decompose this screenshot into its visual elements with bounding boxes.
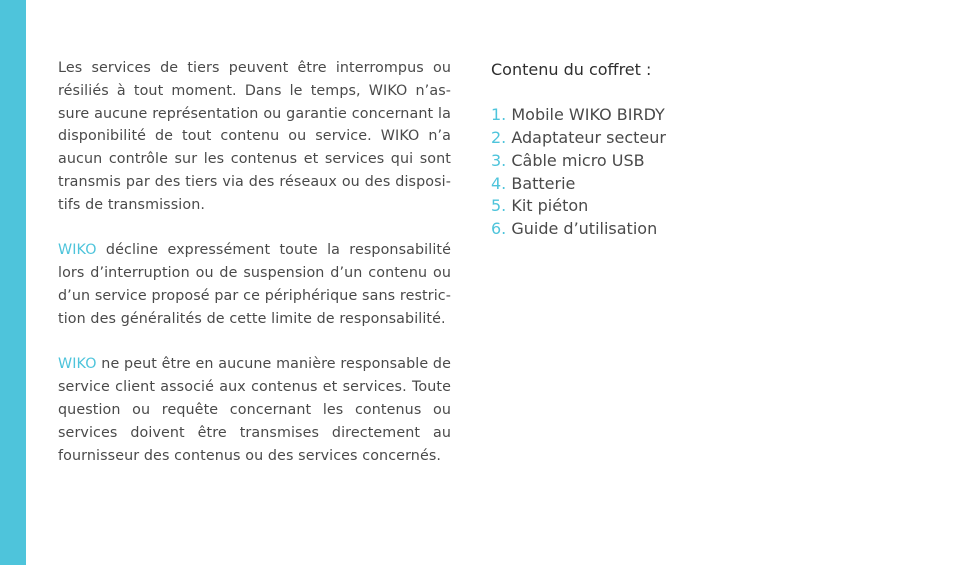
box-contents-heading: Contenu du coffret : xyxy=(491,60,652,79)
list-item xyxy=(491,104,791,127)
item-label: Guide d’utilisation xyxy=(506,218,658,238)
paragraph-customer-service xyxy=(58,353,451,467)
list-item xyxy=(491,195,791,218)
item-label: Mobile WIKO BIRDY xyxy=(506,105,665,125)
item-number: 5. xyxy=(491,196,507,216)
item-number: 4. xyxy=(491,173,507,193)
brand-name: WIKO xyxy=(58,356,97,373)
list-item xyxy=(491,218,791,241)
paragraph-third-party-services: Les services de tiers peuvent être interrompus ou résiliés à tout moment. Dans le temps, WIKO n’as-sure aucune représentation ou garantie concernant la disponibilité de tout contenu ou service. WIKO n’a aucun contrôle sur les contenus et services qui sont transmis par des tiers via des réseaux ou des disposi-tifs de transmission. xyxy=(58,60,451,213)
item-number: 3. xyxy=(491,150,507,170)
brand-name: WIKO xyxy=(58,242,97,259)
paragraph-liability-text: décline expressément toute la responsabilité lors d’interruption ou de suspension d’un contenu ou d’un service proposé par ce périphérique sans restric-tion des généralités de cette limite de responsabilité. xyxy=(58,242,451,327)
right-column xyxy=(491,59,791,241)
list-item xyxy=(491,150,791,173)
paragraph-liability xyxy=(58,239,451,330)
item-label: Kit piéton xyxy=(506,196,589,216)
item-label: Adaptateur secteur xyxy=(506,128,666,148)
accent-bar xyxy=(0,0,26,565)
list-item xyxy=(491,173,791,196)
box-contents-list xyxy=(491,104,791,240)
item-number: 2. xyxy=(491,128,507,148)
paragraph-customer-service-text: ne peut être en aucune manière responsable de service client associé aux contenus et services. Toute question ou requête concernant les contenus ou services doivent être transmises directement au fournisseur des contenus ou des services concernés. xyxy=(58,356,451,464)
item-label: Batterie xyxy=(506,173,576,193)
item-number: 6. xyxy=(491,218,507,238)
left-column xyxy=(58,57,451,467)
list-item xyxy=(491,127,791,150)
item-label: Câble micro USB xyxy=(506,150,645,170)
item-number: 1. xyxy=(491,105,507,125)
